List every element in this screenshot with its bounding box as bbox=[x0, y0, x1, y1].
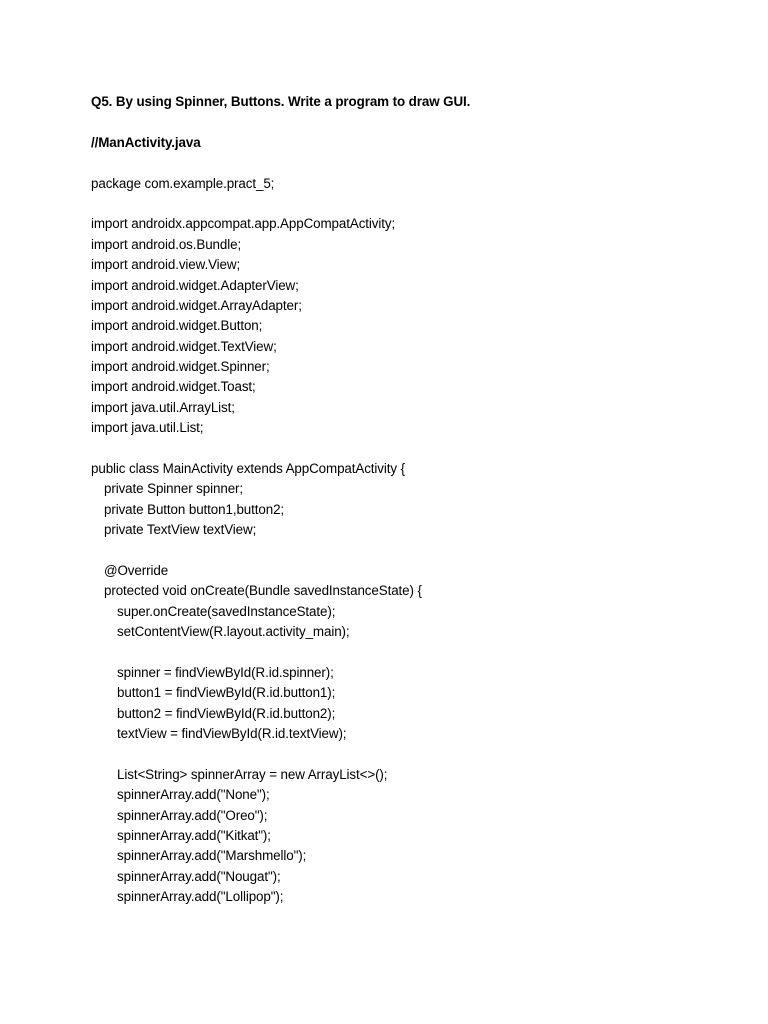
package-line: package com.example.pract_5; bbox=[91, 175, 275, 191]
import-line: import android.widget.TextView; bbox=[91, 338, 277, 354]
field-line: private Button button1,button2; bbox=[104, 501, 285, 517]
code-line: spinnerArray.add("Lollipop"); bbox=[117, 889, 284, 905]
code-line: List<String> spinnerArray = new ArrayList<>(); bbox=[117, 766, 388, 782]
import-line: import java.util.List; bbox=[91, 420, 204, 436]
code-line: button1 = findViewById(R.id.button1); bbox=[117, 685, 336, 701]
method-body-block bbox=[91, 602, 731, 643]
blank-line bbox=[91, 194, 731, 214]
document-body bbox=[91, 92, 731, 908]
import-line: import android.widget.Toast; bbox=[91, 379, 256, 395]
blank-line bbox=[91, 745, 731, 765]
code-line: button2 = findViewById(R.id.button2); bbox=[117, 705, 336, 721]
code-line: spinnerArray.add("Oreo"); bbox=[117, 807, 268, 823]
method-body-block bbox=[91, 765, 731, 908]
blank-line bbox=[91, 153, 731, 173]
code-line: textView = findViewById(R.id.textView); bbox=[117, 726, 347, 742]
code-line: super.onCreate(savedInstanceState); bbox=[117, 603, 336, 619]
method-declaration: protected void onCreate(Bundle savedInstanceState) { bbox=[104, 583, 422, 599]
method-body-block bbox=[91, 663, 731, 745]
override-annotation: @Override bbox=[104, 562, 169, 578]
blank-line bbox=[91, 439, 731, 459]
code-line: setContentView(R.layout.activity_main); bbox=[117, 624, 350, 640]
import-line: import android.view.View; bbox=[91, 257, 241, 273]
question-heading: Q5. By using Spinner, Buttons. Write a program to draw GUI. bbox=[91, 94, 471, 109]
import-line: import android.widget.Button; bbox=[91, 318, 263, 334]
import-block bbox=[91, 214, 731, 438]
blank-line bbox=[91, 541, 731, 561]
blank-line bbox=[91, 643, 731, 663]
field-line: private TextView textView; bbox=[104, 522, 257, 538]
import-line: import android.os.Bundle; bbox=[91, 236, 242, 252]
import-line: import android.widget.Spinner; bbox=[91, 359, 270, 375]
code-line: spinnerArray.add("None"); bbox=[117, 787, 270, 803]
import-line: import android.widget.ArrayAdapter; bbox=[91, 297, 302, 313]
file-heading: //ManActivity.java bbox=[91, 134, 201, 150]
class-declaration: public class MainActivity extends AppCompatActivity { bbox=[91, 461, 405, 477]
import-line: import androidx.appcompat.app.AppCompatActivity; bbox=[91, 216, 396, 232]
code-line: spinnerArray.add("Marshmello"); bbox=[117, 848, 307, 864]
field-line: private Spinner spinner; bbox=[104, 481, 244, 497]
code-line: spinner = findViewById(R.id.spinner); bbox=[117, 664, 334, 680]
field-block bbox=[91, 479, 731, 540]
blank-line bbox=[91, 112, 731, 132]
import-line: import android.widget.AdapterView; bbox=[91, 277, 299, 293]
import-line: import java.util.ArrayList; bbox=[91, 399, 235, 415]
code-line: spinnerArray.add("Nougat"); bbox=[117, 868, 281, 884]
code-line: spinnerArray.add("Kitkat"); bbox=[117, 828, 271, 844]
